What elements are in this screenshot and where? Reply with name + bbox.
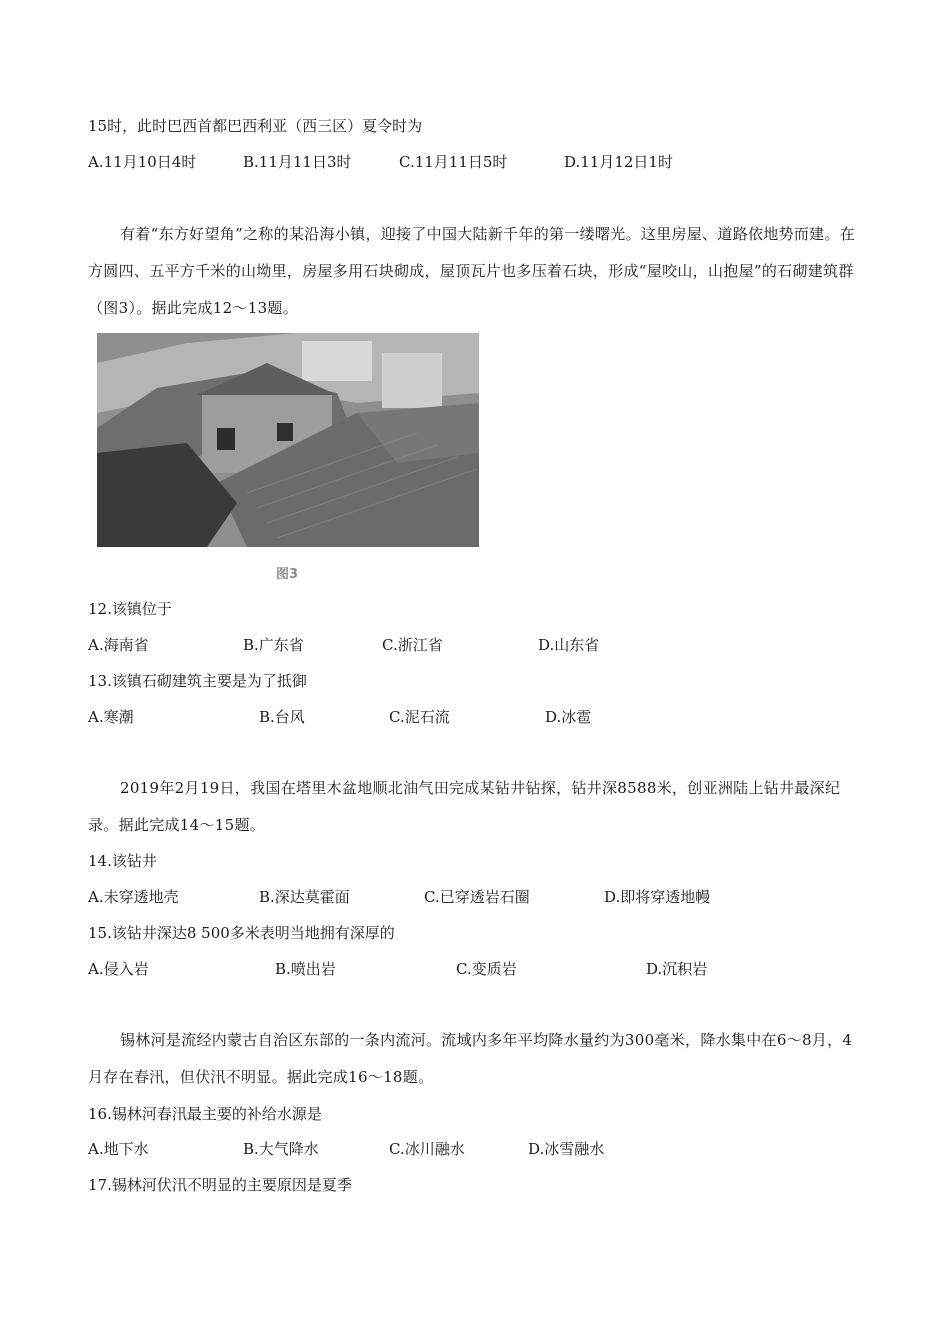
q15-option-c: C.变质岩 — [456, 960, 517, 978]
question-14-stem: 14.该钻井 — [88, 852, 157, 870]
q16-option-d: D.冰雪融水 — [528, 1140, 605, 1158]
q13-option-b: B.台风 — [259, 708, 305, 726]
question-17-stem: 17.锡林河伏汛不明显的主要原因是夏季 — [88, 1176, 352, 1194]
q15-option-d: D.沉积岩 — [646, 960, 708, 978]
q16-option-a: A.地下水 — [88, 1140, 149, 1158]
question-11-stem-tail: 15时，此时巴西首都巴西利亚（西三区）夏令时为 — [88, 117, 423, 135]
q13-option-a: A.寒潮 — [88, 708, 134, 726]
q16-option-c: C.冰川融水 — [389, 1140, 465, 1158]
photo-illustration — [97, 333, 479, 547]
figure-caption: 图3 — [276, 567, 299, 582]
q14-option-c: C.已穿透岩石圈 — [424, 888, 530, 906]
stone-house-photo — [97, 333, 479, 547]
q13-option-d: D.冰雹 — [545, 708, 592, 726]
question-15-stem: 15.该钻井深达8 500多米表明当地拥有深厚的 — [88, 924, 395, 942]
q14-option-b: B.深达莫霍面 — [259, 888, 350, 906]
q11-option-a: A.11月10日4时 — [88, 153, 197, 171]
q15-option-a: A.侵入岩 — [88, 960, 149, 978]
q11-option-c: C.11月11日5时 — [399, 153, 508, 171]
q11-option-b: B.11月11日3时 — [243, 153, 352, 171]
q15-option-b: B.喷出岩 — [275, 960, 336, 978]
q12-option-b: B.广东省 — [243, 636, 304, 654]
q13-option-c: C.泥石流 — [389, 708, 450, 726]
q14-option-d: D.即将穿透地幔 — [604, 888, 711, 906]
q16-option-b: B.大气降水 — [243, 1140, 319, 1158]
q12-option-a: A.海南省 — [88, 636, 149, 654]
question-16-stem: 16.锡林河春汛最主要的补给水源是 — [88, 1105, 322, 1123]
passage-town: 有着“东方好望角”之称的某沿海小镇，迎接了中国大陆新千年的第一缕曙光。这里房屋、道路依地势而建。在方圆四、五平方千米的山坳里，房屋多用石块砌成，屋顶瓦片也多压着石块，形成“屋咬山，山抱屋”的石砌建筑群（图3）。据此完成12～13题。 — [88, 225, 856, 317]
passage-xilin-river: 锡林河是流经内蒙古自治区东部的一条内流河。流域内多年平均降水量约为300毫米，降水集中在6～8月，4月存在春汛，但伏汛不明显。据此完成16～18题。 — [88, 1031, 853, 1086]
question-12-stem: 12.该镇位于 — [88, 600, 172, 618]
q12-option-c: C.浙江省 — [382, 636, 443, 654]
passage-drilling: 2019年2月19日，我国在塔里木盆地顺北油气田完成某钻井钻探，钻井深8588米，创亚洲陆上钻井最深纪录。据此完成14～15题。 — [88, 779, 841, 834]
q12-option-d: D.山东省 — [538, 636, 600, 654]
q14-option-a: A.未穿透地壳 — [88, 888, 179, 906]
q11-option-d: D.11月12日1时 — [564, 153, 673, 171]
question-13-stem: 13.该镇石砌建筑主要是为了抵御 — [88, 672, 307, 690]
